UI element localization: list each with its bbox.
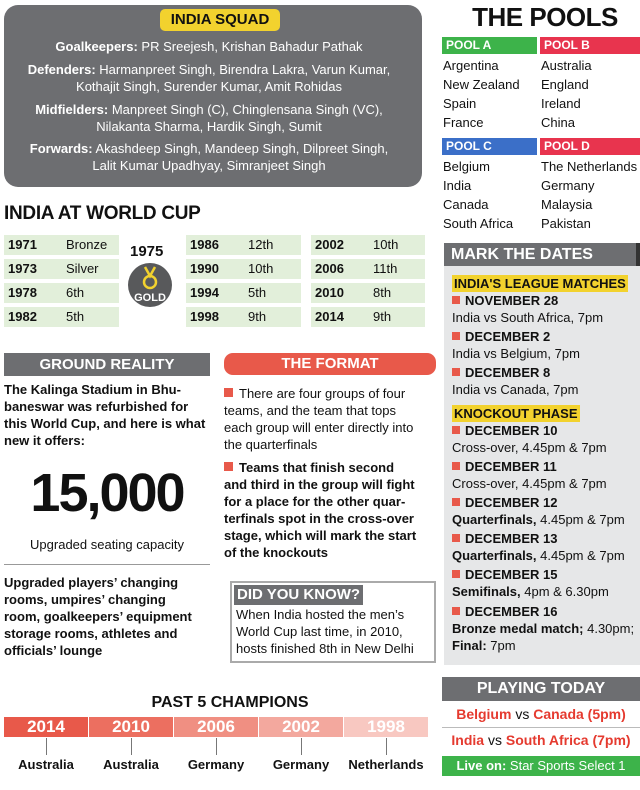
dates-header-tab xyxy=(636,243,640,266)
bullet-icon xyxy=(452,570,460,578)
forwards-names-1: Akashdeep Singh, Mandeep Singh, Dilpreet Singh, xyxy=(95,141,389,156)
format-line: the quarterfinals xyxy=(224,437,318,452)
wc-year: 2014 xyxy=(315,309,344,324)
champion-year: 1998 xyxy=(344,717,428,737)
divider xyxy=(4,564,210,565)
wc-year: 1973 xyxy=(8,261,37,276)
defenders-line-2: Kothajit Singh, Surender Kumar, Amit Rohidas xyxy=(76,79,342,94)
midfielders-names-1: Manpreet Singh (C), Chinglensana Singh (VC), xyxy=(111,102,383,117)
date-detail xyxy=(452,547,625,564)
wc-result: 11th xyxy=(373,261,398,276)
medal-label: GOLD xyxy=(134,292,166,304)
did-you-know-line: When India hosted the men’s xyxy=(236,607,405,622)
live-on-bar xyxy=(442,756,640,776)
pool-b-team: Ireland xyxy=(541,96,581,111)
date-detail xyxy=(452,439,607,456)
pool-d-team: The Netherlands xyxy=(541,159,638,174)
ground-intro-line: baneswar was refurbished for xyxy=(4,399,189,414)
did-you-know-text xyxy=(236,606,432,657)
wc-year: 1978 xyxy=(8,285,37,300)
date-label: NOVEMBER 28 xyxy=(465,293,559,308)
pool-b-header: POOL B xyxy=(540,37,640,54)
did-you-know-line: hosts finished 8th in New Delhi xyxy=(236,641,414,656)
forwards-line-2: Lalit Kumar Upadhyay, Simranjeet Singh xyxy=(92,158,326,173)
defenders-label: Defenders: xyxy=(27,62,96,77)
midfielders-label: Midfielders: xyxy=(35,102,109,117)
date-detail-text: 4.30pm; xyxy=(583,621,635,636)
wc-year: 2002 xyxy=(315,237,344,252)
seating-caption: Upgraded seating capacity xyxy=(30,537,184,552)
format-line: each group will enter directly into xyxy=(224,420,414,435)
date-line xyxy=(452,292,558,309)
team-name: Belgium xyxy=(456,706,512,722)
date-detail-bold: Quarterfinals, xyxy=(452,548,537,563)
ground-intro-line: new it offers: xyxy=(4,433,85,448)
format-line: teams, and the team that tops xyxy=(224,403,396,418)
champion-year: 2010 xyxy=(89,717,173,737)
date-label: DECEMBER 2 xyxy=(465,329,551,344)
wc-result: 9th xyxy=(248,309,267,324)
bullet-icon xyxy=(224,462,233,471)
date-label: DECEMBER 16 xyxy=(465,604,558,619)
champion-tick xyxy=(131,738,132,755)
champion-team: Australia xyxy=(103,757,159,772)
wc-row xyxy=(4,307,119,327)
pool-d-team: Malaysia xyxy=(541,197,593,212)
champion-year: 2014 xyxy=(4,717,88,737)
seating-number: 15,000 xyxy=(30,463,184,523)
date-detail: India vs Belgium, 7pm xyxy=(452,346,580,361)
bullet-icon xyxy=(452,332,460,340)
bullet-icon xyxy=(452,607,460,615)
date-detail xyxy=(452,637,516,654)
champion-team: Germany xyxy=(187,757,245,772)
date-line xyxy=(452,422,557,439)
format-line: of the knockouts xyxy=(224,545,329,560)
wc-result: 5th xyxy=(66,309,85,324)
wc-row xyxy=(4,259,119,279)
bullet-icon xyxy=(452,426,460,434)
champion-tick xyxy=(386,738,387,755)
date-line xyxy=(452,458,557,475)
wc-year: 2006 xyxy=(315,261,344,276)
pool-c-header: POOL C xyxy=(442,138,537,155)
pool-d-team: Germany xyxy=(541,178,595,193)
wc-row xyxy=(311,307,425,327)
wc-row xyxy=(186,283,301,303)
wc-result: 10th xyxy=(373,237,399,252)
did-you-know-line: World Cup last time, in 2010, xyxy=(236,624,403,639)
pool-a-team: New Zealand xyxy=(443,77,520,92)
date-detail-bold: Final: xyxy=(452,638,487,653)
date-detail-text: 4.45pm & 7pm xyxy=(536,548,625,563)
wc-result: 6th xyxy=(66,285,85,300)
midfielders-line-2: Nilakanta Sharma, Hardik Singh, Sumit xyxy=(96,119,322,134)
format-header: THE FORMAT xyxy=(224,353,436,375)
squad-title: INDIA SQUAD xyxy=(160,9,280,31)
format-line: terfinals spot in the cross-over xyxy=(224,511,414,526)
wc-result: 9th xyxy=(373,309,392,324)
champion-tick xyxy=(216,738,217,755)
wc-year: 2010 xyxy=(315,285,344,300)
format-line: Teams that finish second xyxy=(239,460,395,475)
wc-row xyxy=(311,235,425,255)
team-name: India xyxy=(451,732,485,748)
forwards-line xyxy=(0,140,418,157)
defenders-line xyxy=(0,61,418,78)
vs-label: vs xyxy=(511,706,534,722)
date-line xyxy=(452,494,557,511)
facilities-line: rooms, umpires’ changing xyxy=(4,592,166,607)
date-label: DECEMBER 11 xyxy=(465,459,557,474)
date-detail-text: 4.45pm & 7pm xyxy=(536,512,625,527)
date-label: DECEMBER 10 xyxy=(465,423,558,438)
league-label: INDIA'S LEAGUE MATCHES xyxy=(454,276,626,291)
bullet-icon xyxy=(452,462,460,470)
date-detail-bold: Semifinals, xyxy=(452,584,521,599)
wc-year: 1998 xyxy=(190,309,219,324)
vs-label: vs xyxy=(484,732,506,748)
wc-year: 1994 xyxy=(190,285,219,300)
date-detail xyxy=(452,475,607,492)
midfielders-line xyxy=(0,101,418,118)
date-label: DECEMBER 8 xyxy=(465,365,551,380)
wc-result: 5th xyxy=(248,285,267,300)
champion-tick xyxy=(301,738,302,755)
wc-year: 1986 xyxy=(190,237,219,252)
date-detail-text: 4pm & 6.30pm xyxy=(520,584,609,599)
wc-result: Silver xyxy=(66,261,99,276)
date-label: DECEMBER 13 xyxy=(465,531,558,546)
team-name: Canada (5pm) xyxy=(533,706,626,722)
pool-a-team: Argentina xyxy=(443,58,499,73)
wc-row xyxy=(4,283,119,303)
wc-year: 1971 xyxy=(8,237,37,252)
goalkeepers-line xyxy=(0,38,418,55)
date-detail: India vs Canada, 7pm xyxy=(452,382,579,397)
champions-title: PAST 5 CHAMPIONS xyxy=(151,694,309,711)
date-line xyxy=(452,603,557,620)
date-detail xyxy=(452,620,634,637)
pool-d-header: POOL D xyxy=(540,138,640,155)
date-label: DECEMBER 12 xyxy=(465,495,558,510)
facilities-line: room, goalkeepers’ equipment xyxy=(4,609,192,624)
date-detail-bold: Quarterfinals, xyxy=(452,512,537,527)
bullet-icon xyxy=(452,498,460,506)
ground-intro-line: this World Cup, and here is what xyxy=(4,416,206,431)
wc-row xyxy=(186,307,301,327)
date-detail xyxy=(452,511,625,528)
live-channel: Star Sports Select 1 xyxy=(506,758,626,773)
match-1 xyxy=(442,705,640,723)
format-paragraph-2 xyxy=(224,459,436,561)
wc-result: Bronze xyxy=(66,237,108,252)
wc-row xyxy=(4,235,119,255)
bullet-icon xyxy=(452,534,460,542)
wc-year: 1990 xyxy=(190,261,219,276)
champion-tick xyxy=(46,738,47,755)
format-paragraph-1 xyxy=(224,385,436,453)
pool-c-team: India xyxy=(443,178,472,193)
pool-a-team: Spain xyxy=(443,96,477,111)
facilities-line: officials’ lounge xyxy=(4,643,103,658)
date-detail-text: 7pm xyxy=(486,638,516,653)
world-cup-title: INDIA AT WORLD CUP xyxy=(4,203,201,224)
pool-c-team: Canada xyxy=(443,197,489,212)
bullet-icon xyxy=(224,388,233,397)
forwards-label: Forwards: xyxy=(29,141,93,156)
date-detail-text: Cross-over, 4.45pm & 7pm xyxy=(452,440,607,455)
facilities-line: storage rooms, athletes and xyxy=(4,626,178,641)
pool-c-team: South Africa xyxy=(443,216,514,231)
champion-team: Australia xyxy=(18,757,74,772)
defenders-names-1: Harmanpreet Singh, Birendra Lakra, Varun Kumar, xyxy=(99,62,391,77)
pool-c-team: Belgium xyxy=(443,159,490,174)
champion-team: Netherlands xyxy=(348,757,424,772)
pool-b-team: England xyxy=(541,77,589,92)
pool-b-team: China xyxy=(541,115,575,130)
pool-b-team: Australia xyxy=(541,58,592,73)
live-label: Live on: xyxy=(456,758,507,773)
date-line xyxy=(452,364,550,381)
facilities-line: Upgraded players’ changing xyxy=(4,575,179,590)
team-name: South Africa (7pm) xyxy=(505,732,631,748)
facilities-list xyxy=(4,574,214,659)
wc-result: 10th xyxy=(248,261,274,276)
date-detail: India vs South Africa, 7pm xyxy=(452,310,604,325)
wc-row xyxy=(311,283,425,303)
format-line: for a place for the other quar- xyxy=(224,494,406,509)
date-line xyxy=(452,530,557,547)
pool-d-team: Pakistan xyxy=(541,216,591,231)
match-2 xyxy=(442,731,640,749)
format-line: stage, which will mark the start xyxy=(224,528,417,543)
did-you-know-title: DID YOU KNOW? xyxy=(234,585,363,605)
champion-team: Germany xyxy=(272,757,330,772)
ground-intro-line: The Kalinga Stadium in Bhu- xyxy=(4,382,181,397)
date-detail-text: Cross-over, 4.45pm & 7pm xyxy=(452,476,607,491)
goalkeepers-names: PR Sreejesh, Krishan Bahadur Pathak xyxy=(141,39,363,54)
format-line: There are four groups of four xyxy=(239,386,406,401)
wc-result: 8th xyxy=(373,285,392,300)
date-detail-bold: Bronze medal match; xyxy=(452,621,584,636)
knockout-label: KNOCKOUT PHASE xyxy=(454,406,578,421)
divider xyxy=(442,727,640,728)
wc-row xyxy=(311,259,425,279)
goalkeepers-label: Goalkeepers: xyxy=(55,39,138,54)
format-line: and third in the group will fight xyxy=(224,477,415,492)
medal-year: 1975 xyxy=(130,243,164,260)
pool-a-team: France xyxy=(443,115,484,130)
ground-reality-header: GROUND REALITY xyxy=(4,353,210,376)
playing-today-header: PLAYING TODAY xyxy=(442,677,640,701)
champion-year: 2002 xyxy=(259,717,343,737)
date-line xyxy=(452,328,550,345)
date-line xyxy=(452,566,557,583)
pools-title: THE POOLS xyxy=(472,2,618,32)
ground-intro xyxy=(4,381,214,449)
wc-result: 12th xyxy=(248,237,274,252)
pool-a-header: POOL A xyxy=(442,37,537,54)
bullet-icon xyxy=(452,368,460,376)
dates-header: MARK THE DATES xyxy=(444,243,640,266)
bullet-icon xyxy=(452,296,460,304)
date-label: DECEMBER 15 xyxy=(465,567,558,582)
date-detail xyxy=(452,583,609,600)
champion-year: 2006 xyxy=(174,717,258,737)
wc-year: 1982 xyxy=(8,309,37,324)
wc-row xyxy=(186,259,301,279)
wc-row xyxy=(186,235,301,255)
